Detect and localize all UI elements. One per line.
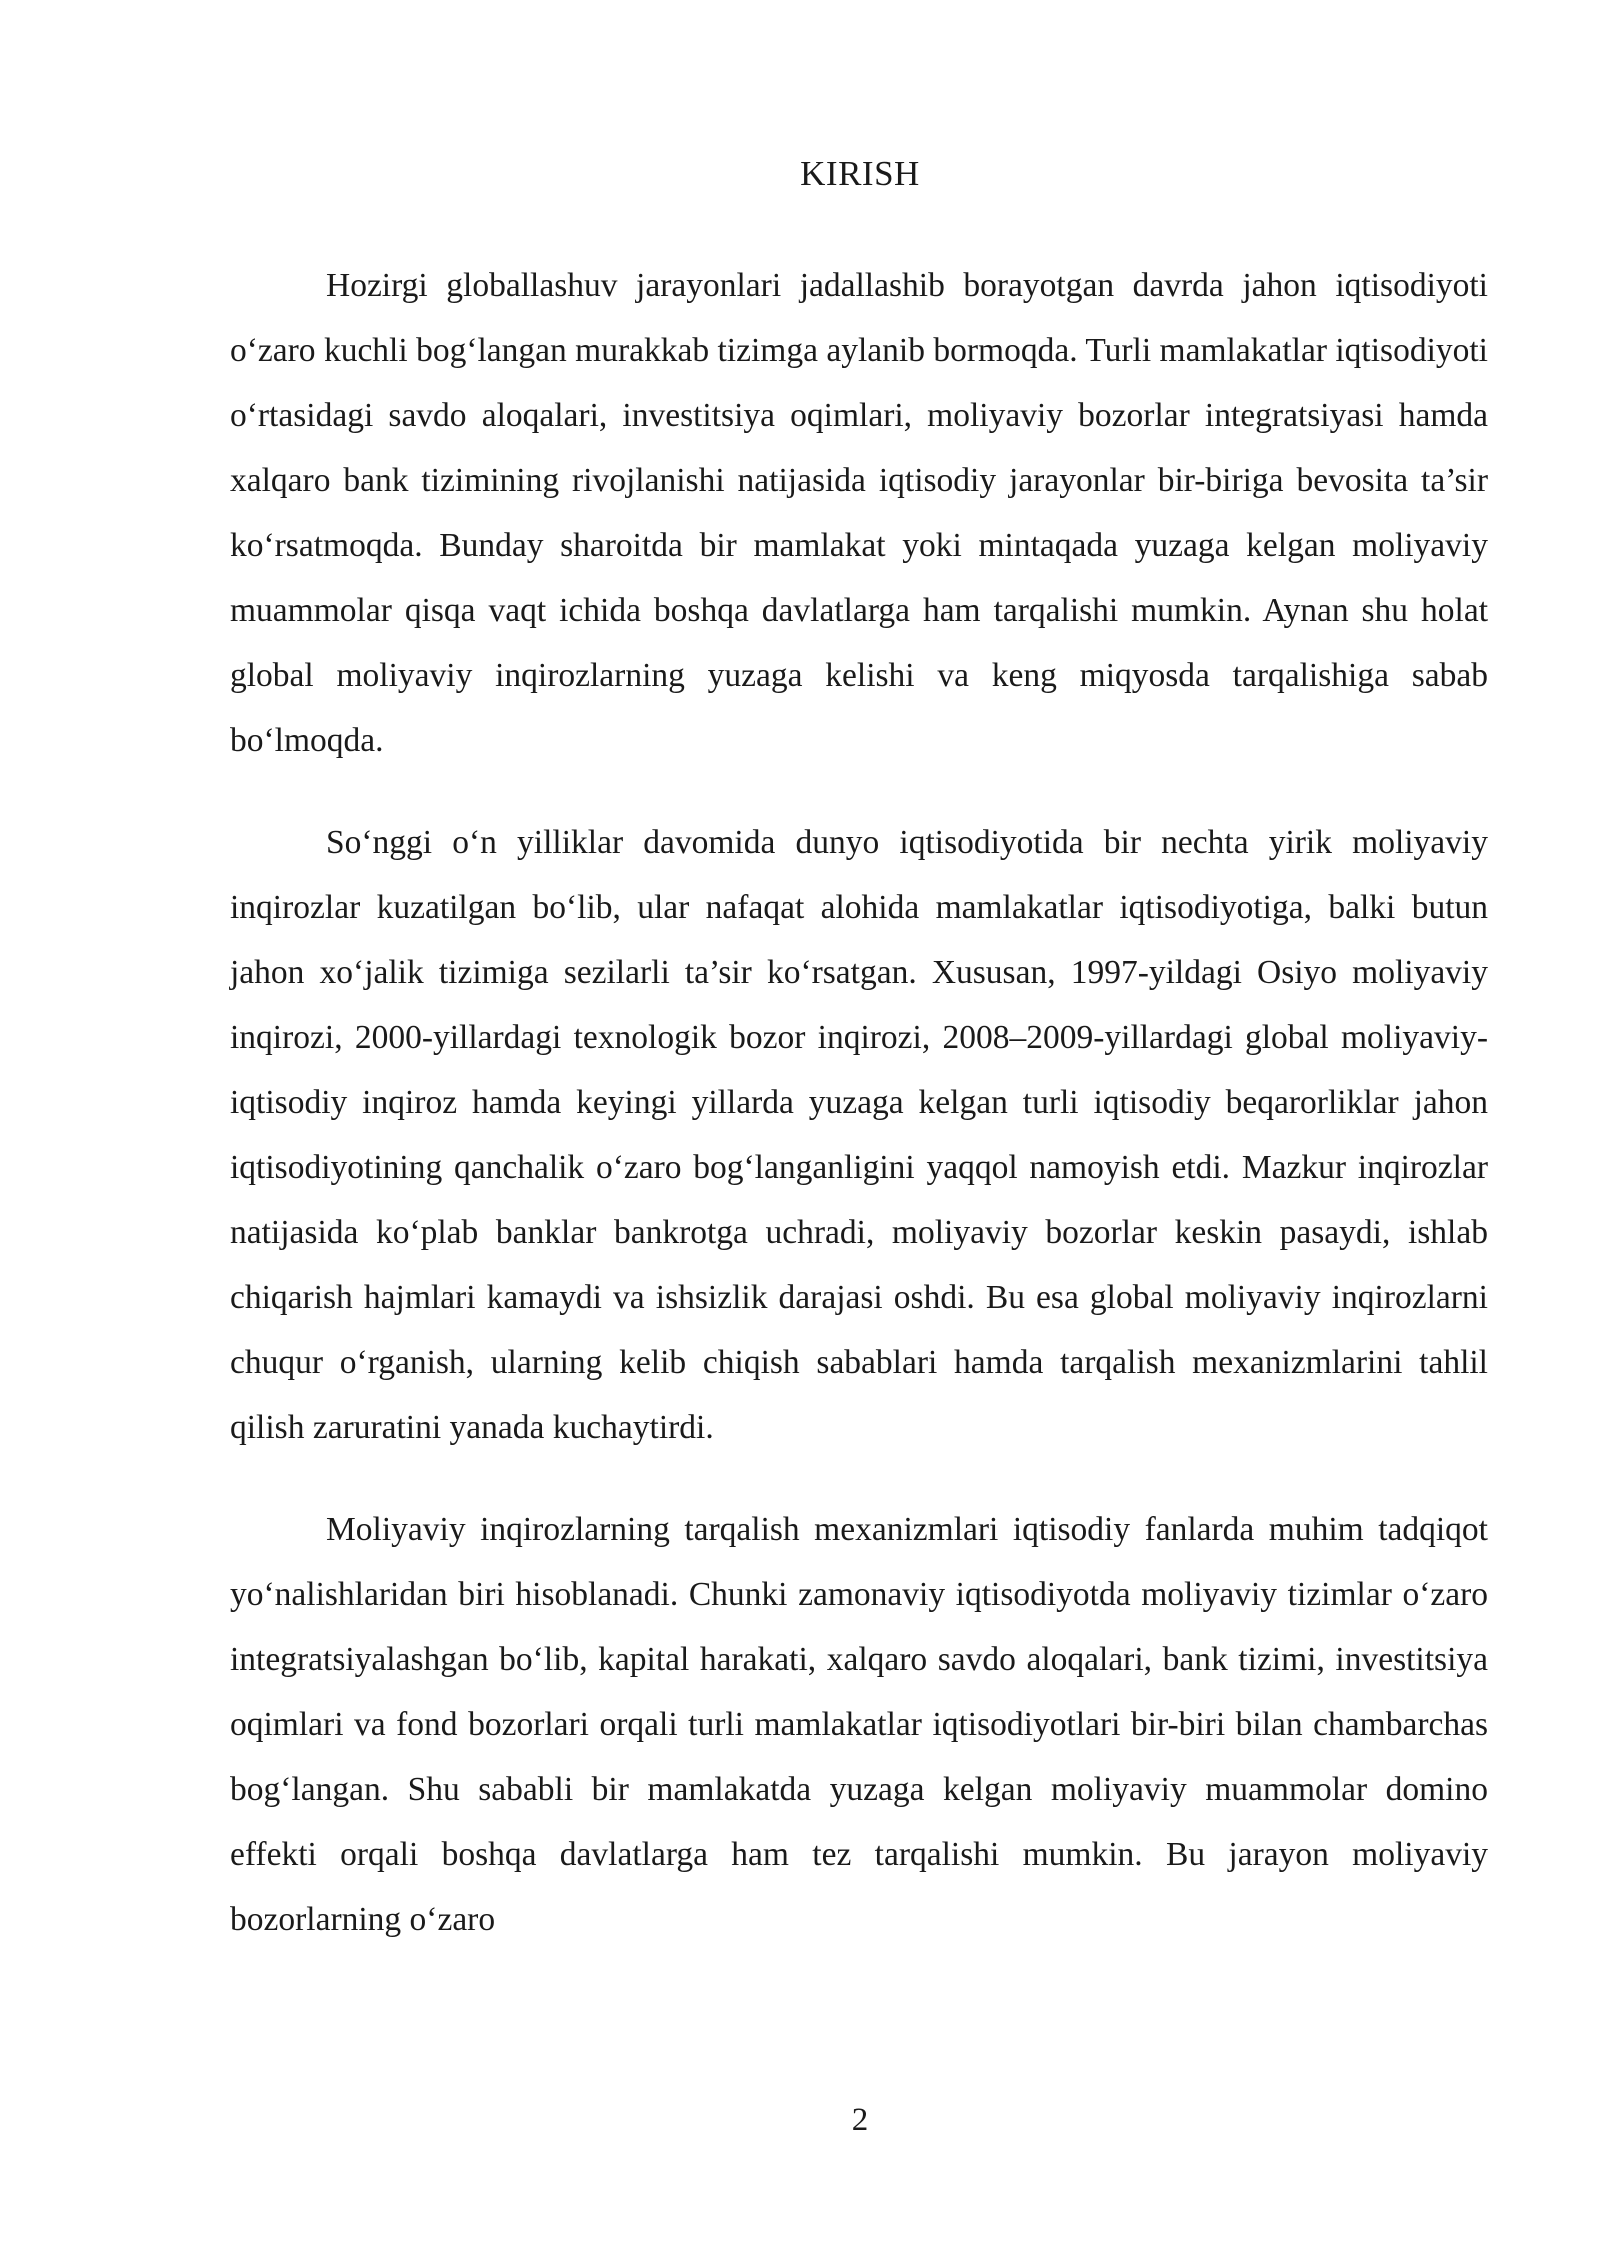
- paragraph: So‘nggi o‘n yilliklar davomida dunyo iqtisodiyotida bir nechta yirik moliyaviy inqirozlar kuzatilgan bo‘lib, ular nafaqat alohida mamlakatlar iqtisodiyotiga, balki butun jahon xo‘jalik tizimiga sezilarli ta’sir ko‘rsatgan. Xususan, 1997-yildagi Osiyo moliyaviy inqirozi, 2000-yillardagi texnologik bozor inqirozi, 2008–2009-yillardagi global moliyaviy-iqtisodiy inqiroz hamda keyingi yillarda yuzaga kelgan turli iqtisodiy beqarorliklar jahon iqtisodiyotining qanchalik o‘zaro bog‘langanligini yaqqol namoyish etdi. Mazkur inqirozlar natijasida ko‘plab banklar bankrotga uchradi, moliyaviy bozorlar keskin pasaydi, ishlab chiqarish hajmlari kamaydi va ishsizlik darajasi oshdi. Bu esa global moliyaviy inqirozlarni chuqur o‘rganish, ularning kelib chiqish sabablari hamda tarqalish mexanizmlarini tahlil qilish zaruratini yanada kuchaytirdi.: [230, 824, 1488, 1446]
- section-heading: KIRISH: [800, 154, 920, 193]
- paragraph: Moliyaviy inqirozlarning tarqalish mexanizmlari iqtisodiy fanlarda muhim tadqiqot yo‘nalishlaridan biri hisoblanadi. Chunki zamonaviy iqtisodiyotda moliyaviy tizimlar o‘zaro integratsiyalashgan bo‘lib, kapital harakati, xalqaro savdo aloqalari, bank tizimi, investitsiya oqimlari va fond bozorlari orqali turli mamlakatlar iqtisodiyotlari bir-biri bilan chambarchas bog‘langan. Shu sababli bir mamlakatda yuzaga kelgan moliyaviy muammolar domino effekti orqali boshqa davlatlarga ham tez tarqalishi mumkin. Bu jarayon moliyaviy bozorlarning o‘zaro: [230, 1511, 1488, 1938]
- body-text: [230, 253, 1488, 1989]
- paragraph: Hozirgi globallashuv jarayonlari jadallashib borayotgan davrda jahon iqtisodiyoti o‘zaro kuchli bog‘langan murakkab tizimga aylanib bormoqda. Turli mamlakatlar iqtisodiyoti o‘rtasidagi savdo aloqalari, investitsiya oqimlari, moliyaviy bozorlar integratsiyasi hamda xalqaro bank tizimining rivojlanishi natijasida iqtisodiy jarayonlar bir-biriga bevosita ta’sir ko‘rsatmoqda. Bunday sharoitda bir mamlakat yoki mintaqada yuzaga kelgan moliyaviy muammolar qisqa vaqt ichida boshqa davlatlarga ham tarqalishi mumkin. Aynan shu holat global moliyaviy inqirozlarning yuzaga kelishi va keng miqyosda tarqalishiga sabab bo‘lmoqda.: [230, 267, 1488, 759]
- page-number: 2: [851, 2102, 869, 2138]
